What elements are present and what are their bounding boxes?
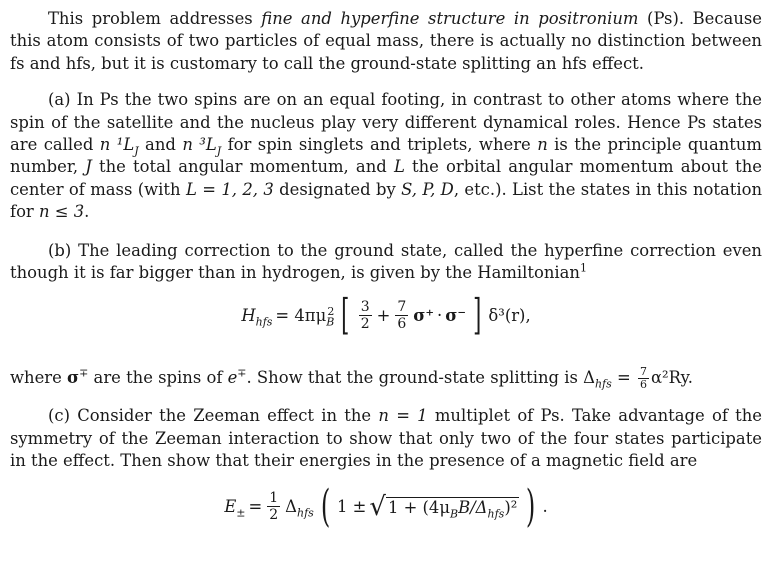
left-bracket: [ bbox=[341, 290, 350, 340]
electron-positron-superscript: ∓ bbox=[237, 367, 247, 380]
intro-paragraph bbox=[10, 8, 762, 75]
singlet-notation: n ¹L bbox=[99, 135, 135, 155]
n-equals-one: n = 1 bbox=[378, 406, 428, 426]
hamiltonian-symbol: H bbox=[241, 305, 256, 325]
plus-sign: + bbox=[376, 305, 391, 325]
sigma-spin-superscript: ∓ bbox=[79, 367, 89, 380]
triplet-notation: n ³L bbox=[182, 135, 217, 155]
one-plus-minus: 1 ± bbox=[336, 497, 367, 517]
fraction-denominator: 2 bbox=[269, 507, 279, 524]
bohr-subscript: B bbox=[450, 506, 459, 520]
part-a-text-2: for spin singlets and triplets, where bbox=[221, 135, 538, 155]
intro-text-2: (Ps). Because this atom consists of two particles of equal mass, there is actually no distinction between fs and hfs, but it is customary to call the ground-state splitting an hfs effect. bbox=[10, 9, 762, 73]
energy-symbol: E bbox=[224, 497, 237, 517]
radicand bbox=[386, 497, 519, 520]
j-symbol: J bbox=[85, 157, 92, 177]
radical-sign: √ bbox=[369, 491, 386, 522]
part-c-text-2: multiplet of Ps. Take advantage of the symmetry of the Zeeman interaction to show that only two of the four states participate in the effect. Then show that their energies in the presence of a magnetic field are bbox=[10, 406, 762, 471]
fraction-numerator: 3 bbox=[360, 298, 370, 315]
field-over-splitting: B/Δ bbox=[458, 497, 488, 517]
fraction-seven-sixths bbox=[395, 299, 408, 332]
part-a-and: and bbox=[138, 135, 183, 155]
part-b-text-1: (b) The leading correction to the ground state, called the hyperfine correction even though it is far bigger than in hydrogen, is given by the Hamiltonian bbox=[10, 240, 762, 283]
n-symbol: n bbox=[537, 135, 548, 155]
sigma-minus: σ⁻ bbox=[445, 305, 466, 325]
one-half-fraction bbox=[267, 490, 280, 523]
part-a-text-8: . bbox=[84, 202, 90, 222]
part-a-text-5: the orbital angular momentum about the center of mass (with bbox=[10, 157, 762, 199]
part-b-text-2: where bbox=[10, 368, 68, 388]
bohr-magneton-subscript: B bbox=[326, 315, 335, 329]
equals-sign: = bbox=[248, 497, 263, 517]
hamiltonian-equation bbox=[10, 290, 762, 356]
fraction-denominator: 6 bbox=[397, 315, 407, 332]
equation-period: . bbox=[542, 497, 548, 517]
delta-function: δ³(r), bbox=[488, 305, 531, 325]
fraction-numerator: 1 bbox=[269, 490, 279, 507]
part-b-text-4: . Show that the ground-state splitting is bbox=[246, 368, 584, 388]
right-bracket: ] bbox=[473, 290, 482, 340]
dot-product: · bbox=[437, 305, 443, 325]
splitting-subscript: hfs bbox=[297, 506, 314, 520]
part-a-text-3: is the principle quantum number, bbox=[10, 135, 762, 177]
alpha-rydberg: α²Ry. bbox=[650, 368, 693, 388]
n-bound: n ≤ 3 bbox=[38, 202, 85, 222]
part-a-text-7: , etc.). List the states in this notation for bbox=[10, 179, 763, 222]
hamiltonian-subscript: hfs bbox=[255, 315, 273, 329]
energy-subscript: ± bbox=[236, 506, 246, 520]
l-symbol: L bbox=[393, 157, 405, 177]
part-c-paragraph bbox=[10, 405, 762, 472]
part-b-text-3: are the spins of bbox=[88, 368, 228, 388]
fraction-denominator: 6 bbox=[639, 378, 647, 392]
radicand-end: )² bbox=[504, 497, 518, 517]
sigma-plus: σ⁺ bbox=[413, 305, 435, 325]
radicand-start: 1 + (4μ bbox=[387, 497, 450, 517]
spd-letters: S, P, D bbox=[401, 179, 454, 199]
splitting-symbol: Δ bbox=[583, 368, 595, 388]
fraction-denominator: 2 bbox=[360, 315, 370, 332]
zeeman-energy-equation bbox=[10, 480, 762, 537]
bohr-magneton-superscript: 2 bbox=[327, 304, 335, 318]
equals-sign: = bbox=[611, 368, 636, 388]
right-paren: ) bbox=[526, 480, 536, 532]
part-b-continuation bbox=[10, 366, 762, 391]
part-c-text-1: (c) Consider the Zeeman effect in the bbox=[48, 406, 379, 426]
part-a-text-4: the total angular momentum, and bbox=[91, 157, 394, 177]
splitting-subscript: hfs bbox=[594, 377, 612, 391]
part-a-text-1: (a) In Ps the two spins are on an equal footing, in contrast to other atoms where the spin of the satellite and the nucleus play very different dynamical roles. Hence Ps states are called bbox=[10, 90, 762, 155]
singlet-j-subscript: J bbox=[134, 144, 139, 158]
triplet-j-subscript: J bbox=[216, 144, 222, 158]
hfs-subscript: hfs bbox=[487, 506, 505, 520]
part-a-paragraph bbox=[10, 89, 762, 223]
part-b-paragraph bbox=[10, 240, 762, 285]
fraction-numerator: 7 bbox=[639, 365, 647, 379]
square-root bbox=[369, 491, 519, 522]
intro-text-1: This problem addresses bbox=[48, 9, 262, 28]
part-a-text-6: designated by bbox=[273, 179, 402, 199]
intro-emphasis: fine and hyperfine structure in positronium bbox=[261, 9, 639, 28]
fraction-three-halves bbox=[359, 299, 372, 332]
left-paren: ( bbox=[320, 480, 331, 532]
footnote-mark: 1 bbox=[579, 261, 587, 275]
result-fraction bbox=[638, 366, 649, 391]
hamiltonian-prefactor: = 4πμ bbox=[275, 305, 327, 325]
fraction-numerator: 7 bbox=[397, 298, 407, 315]
sigma-spin-symbol: σ bbox=[67, 368, 80, 388]
splitting-symbol: Δ bbox=[285, 497, 297, 517]
electron-positron-symbol: e bbox=[227, 368, 238, 388]
l-values: L = 1, 2, 3 bbox=[185, 179, 274, 199]
